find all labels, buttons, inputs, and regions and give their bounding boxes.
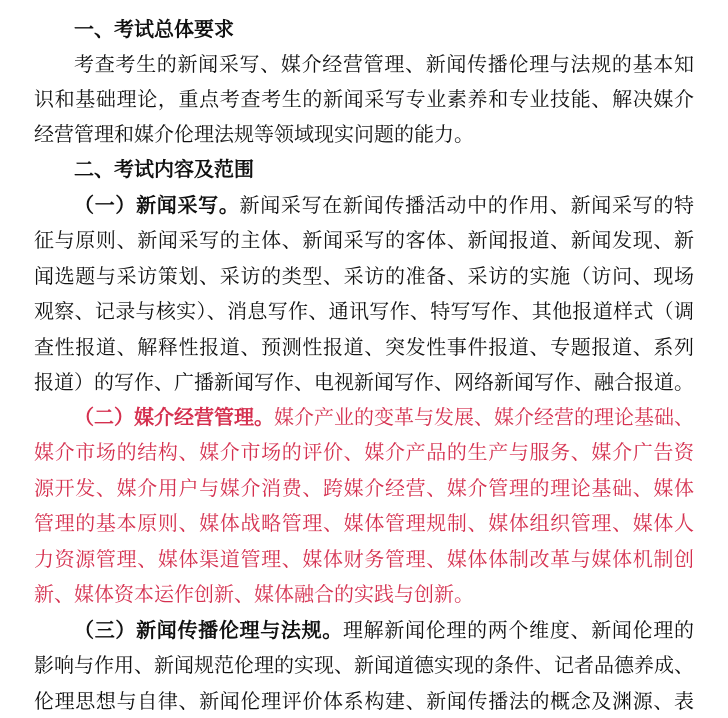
section1-line2: 征与原则、新闻采写的主体、新闻采写的客体、新闻报道、新闻发现、新: [34, 228, 694, 252]
section1-line4: 观察、记录与核实）、消息写作、通讯写作、特写写作、其他报道样式（调: [34, 299, 694, 323]
section2-line3: 源开发、媒介用户与媒介消费、跨媒介经营、媒介管理的理论基础、媒体: [34, 476, 694, 500]
section2-line4: 管理的基本原则、媒体战略管理、媒体管理规制、媒体组织管理、媒体人: [34, 511, 694, 535]
section2-line2: 媒介市场的结构、媒介市场的评价、媒介产品的生产与服务、媒介广告资: [34, 440, 694, 464]
section3-line1: [74, 618, 694, 642]
section3-line3: 伦理思想与自律、新闻伦理评价体系构建、新闻传播法的概念及渊源、表: [34, 689, 694, 713]
section1-line6: 报道）的写作、广播新闻写作、电视新闻写作、网络新闻写作、融合报道。: [34, 370, 694, 394]
paragraph1-line1: 考查考生的新闻采写、媒介经营管理、新闻传播伦理与法规的基本知: [74, 52, 694, 76]
heading-exam-requirements: 一、考试总体要求: [74, 17, 234, 41]
section2-title: （二）媒介经营管理。: [74, 405, 274, 429]
paragraph1-line3: 经营管理和媒介伦理法规等领域现实问题的能力。: [34, 122, 474, 146]
section3-title: （三）新闻传播伦理与法规。: [74, 618, 343, 642]
section3-line1-text: 理解新闻伦理的两个维度、新闻伦理的: [342, 618, 694, 642]
section1-line1: [74, 193, 694, 217]
section2-line1: [74, 405, 694, 429]
heading-exam-content: 二、考试内容及范围: [74, 157, 254, 181]
section1-line5: 查性报道、解释性报道、预测性报道、突发性事件报道、专题报道、系列: [34, 335, 694, 359]
section1-title: （一）新闻采写。: [74, 193, 240, 217]
section1-line3: 闻选题与采访策划、采访的类型、采访的准备、采访的实施（访问、现场: [34, 264, 694, 288]
section1-line1-text: 新闻采写在新闻传播活动中的作用、新闻采写的特: [239, 193, 694, 217]
section3-line2: 影响与作用、新闻规范伦理的实现、新闻道德实现的条件、记者品德养成、: [34, 653, 694, 677]
section2-line1-text: 媒介产业的变革与发展、媒介经营的理论基础、: [274, 405, 694, 429]
section2-line5: 力资源管理、媒体渠道管理、媒体财务管理、媒体体制改革与媒体机制创: [34, 547, 694, 571]
section2-line6: 新、媒体资本运作创新、媒体融合的实践与创新。: [34, 582, 474, 606]
paragraph1-line2: 识和基础理论，重点考查考生的新闻采写专业素养和专业技能、解决媒介: [34, 87, 694, 111]
